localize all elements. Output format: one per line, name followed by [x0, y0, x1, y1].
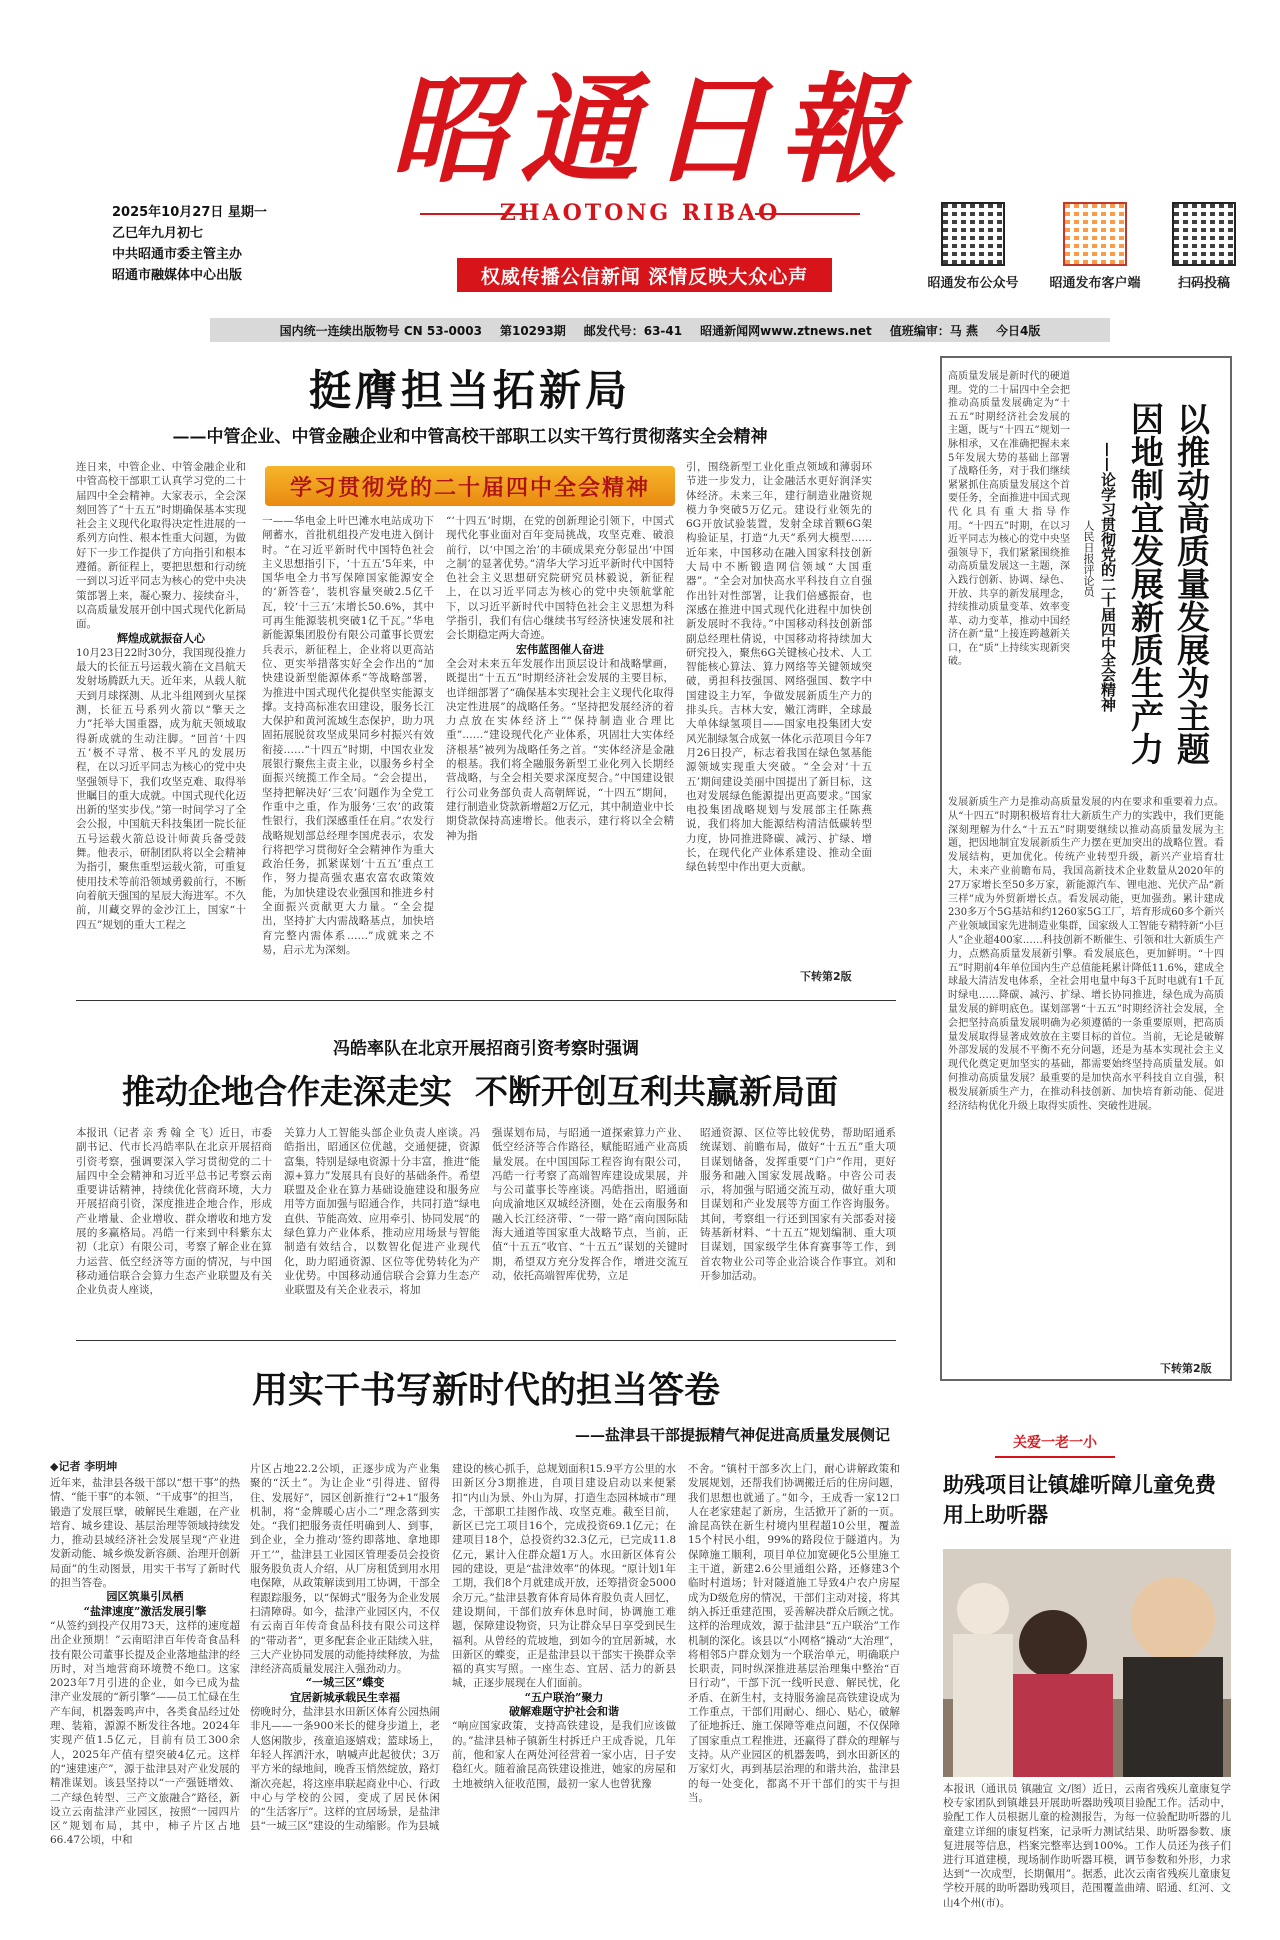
- article1-subhead: 辉煌成就振奋人心: [117, 631, 205, 645]
- info-editor: 值班编审：马 燕: [889, 323, 978, 338]
- feature-body: 本报讯（通讯员 镇融宣 文/图）近日，云南省残疾儿童康复学校专家团队到镇雄县开展助听器助残项目验配工作。活动中，验配工作人员根据儿童的检测报告，为每一位验配助听器的儿童建立详细的康复档案，记录听力测试结果、助听器参数、康复进展等信息，档案完整率达到100%。工作人员还为孩子们进行耳道建模，现场制作助听器耳模，调节参数和外形，力求达到“一次成型，长期佩用”。据悉，此次云南省残疾儿童康复学校开展的助听器助残项目，范围覆盖曲靖、昭通、红河、文山4个州(市)。: [943, 1783, 1231, 1909]
- article3-col4: 不舍。“镇村干部多次上门，耐心讲解政策和发展规划，还帮我们协调搬迁后的住房问题，我们思想也就通了。”如今，王成香一家12口人在老家建起了新房，生活掀开了新的一页。渝昆高铁在新生村境内里程超10公里，覆盖15个村民小组，99%的路段位于隧道内。为保障施工顺利，项目单位加宽硬化5公里施工主干道，新建2.6公里通组公路，还修建3个临时村道场；针对隧道施工导致4户农户房屋成为D级危房的情况，干部们主动对接，将其纳入拆迁重建范围，妥善解决群众后顾之忧。这样的治理成效，源于盐津县“五户联治”工作机制的深化。该县以“小网格”撬动“大治理”，将相邻5户群众划为一个联治单元，明确联户长职责，同时纵深推进基层治理集中整治“百日行动”，干部下沉一线听民意、解民忧，化矛盾、在新生村，支持服务渝昆高铁建设成为工作重点，干部们用耐心、细心、贴心，破解了征地拆迁、施工保障等难点问题，不仅保障了国家重点工程推进，还赢得了群众的理解与支持。从产业园区的机器轰鸣，到水田新区的万家灯火，再到基层治理的和谐共治，盐津县的每一处变化，都离不开干部们的实干与担当。: [688, 1463, 900, 1804]
- feature-title: 助残项目让镇雄听障儿童免费用上助听器: [943, 1472, 1216, 1527]
- article2-title: 推动企地合作走深走实 不断开创互利共赢新局面: [122, 1072, 838, 1111]
- qr-code-icon: [1063, 202, 1127, 266]
- article2-col1: 本报讯（记者 亲 秀 翰 全 飞）近日，市委副书记、代市长冯皓率队在北京开展招商引资考察，强调要深入学习贯彻党的二十届四中全会精神和习近平总书记考察云南重要讲话精神，持续优化营商环境，大力开展招商引资，深度推进企地合作，形成产业增量、企业增收、群众增收和地方发展的多赢格局。冯皓一行来到中科紫东太初（北京）有限公司，考察了解企业在算力运营、低空经济等方面的情况，与中国移动通信联合会算力生态产业联盟及有关企业负责人座谈，: [76, 1127, 272, 1297]
- commentary-col2: 发展新质生产力是推动高质量发展的内在要求和重要着力点。从“十四五”时期积极培育壮大新质生产力的实践中，我们更能深刻理解为什么“十五五”时期要继续以推动高质量发展为主题，把因地制宜发展新质生产力摆在更加突出的战略位置。看发展结构，更加优化。传统产业转型升级，新兴产业培育壮大，未来产业前瞻布局，我国高新技术企业数量从2020年的27万家增长至50多万家，新能源汽车、锂电池、光伏产品“新三样”成为外贸新增长点。看发展动能，更加强劲。累计建成230多万个5G基站和约1260家5G工厂，培育形成60多个新兴产业领域国家先进制造业集群，国家级人工智能专精特新“小巨人”企业超400家……科技创新不断催生、引领和壮大新质生产力，点燃高质量发展新引擎。看发展底色，更加鲜明。“十四五”时期前4年单位国内生产总值能耗累计降低11.6%，建成全球最大清洁发电体系，全社会用电量中每3千瓦时电就有1千瓦时绿电……降碳、减污、扩绿、增长协同推进，绿色成为高质量发展的鲜明底色。谋划部署“十五五”时期经济社会发展，全会把坚持高质量发展明确为必须遵循的一条重要原则，把高质量发展取得显著成效放在主要目标的首位。当前，无论是破解外部发展的发展不平衡不充分问题，还是为基本实现社会主义现代化奠定更加坚实的基础，都需要始终坚持高质量发展。如何推动高质量发展？最重要的是加快高水平科技自立自强，积极发展新质生产力，在推动科技创新、加快培育新动能、促进经济结构优化升级上取得实质性、突破性进展。: [948, 797, 1224, 1112]
- article2-col3: 强谋划布局，与昭通一道探索算力产业、低空经济等合作路径，赋能昭通产业高质量发展。在中国国际工程咨询有限公司，冯皓一行考察了高端智库建设成果展，并与公司董事长等座谈。冯皓指出，昭通面向成渝地区双城经济圈，处在云南服务和融入长江经济带、“一带一路”南向国际陆海大通道等国家重大战略节点，当前，正值“十五五”收官、“十五五”谋划的关键时期，希望双方充分发挥合作，增进交流互动，依托高端智库优势，立足: [492, 1127, 688, 1282]
- qr-label: 扫码投稿: [1177, 276, 1230, 291]
- qr-group: [925, 202, 1239, 291]
- divider: [76, 1340, 896, 1341]
- article2-kicker: 冯皓率队在北京开展招商引资考察时强调: [333, 1039, 639, 1059]
- article1-subhead: 宏伟蓝图催人奋进: [516, 642, 604, 656]
- feature-tag: 关爱一老一小: [995, 1428, 1115, 1458]
- article1-col4: 引，围绕新型工业化重点领域和薄弱环节进一步发力，让金融活水更好润泽实体经济。未来三年，建行制造业融资规模力争突破5万亿元。建设行业领先的6G开放试验装置，发射全球首颗6G架构验证星，打造“九天”系列大模型……近年来，中国移动在融入国家科技创新大局中不断锻造网信领域“大国重器”。“全会对加快高水平科技自立自强作出针对性部署，让我们倍感振奋，也深感在推进中国式现代化进程中加快创新发展时不我待。”中国移动科技创新部副总经理杜倩说，中国移动将持续加大研究投入，聚焦6G关键核心技术、人工智能核心算法、算力网络等关键领域突破，勇担科技强国、网络强国、数字中国建设主力军，争做发展新质生产力的排头兵。吉林大安，嫩江湾畔，全球最大单体绿氢项目——国家电投集团大安风光制绿氢合成氨一体化示范项目今年7月26日投产，标志着我国在绿色氢基能源领域实现重大突破。“全会对‘十五五’期间建设美丽中国提出了新目标，这也对发展绿色能源提出更高要求。”国家电投集团战略规划与发展部主任陈燕说，我们将加大能源结构清洁低碳转型力度，协同推进降碳、减污、扩绿、增长，在现代化产业体系建设、推动全面绿色转型中作出更大贡献。: [686, 461, 872, 874]
- sponsor: 中共昭通市委主管主办: [112, 247, 243, 262]
- commentary-byline: 人民日报评论员: [1082, 520, 1095, 597]
- article3-subhead: “一城三区”蝶变: [305, 1676, 385, 1690]
- article1-col3: [446, 514, 674, 980]
- article3-col3: [452, 1462, 676, 1934]
- qr-label: 昭通发布公众号: [927, 276, 1019, 291]
- article1-col1b-text: 10月23日22时30分，我国现役推力最大的长征五号运载火箭在文昌航天发射场腾跃九天。近年来，从载人航天到月球探测、从北斗组网到火星探测，长征五号系列火箭以“擎天之力”托举大国重器，成为航天领域取得新成就的生动注脚。“回首‘十四五’极不寻常、极不平凡的发展历程，在以习近平同志为核心的党中央坚强领导下，我们攻坚克难、取得举世瞩目的重大成就。中国式现代化迈出新的坚实步伐。”第一时间学习了全会公报，中国航天科技集团一院长征五号运载火箭总设计师黄兵备受鼓舞。他表示，研制团队将以全会精神为指引，聚焦重型运载火箭，可重复使用技术等前沿领域勇毅前行，不断向着航天强国的星辰大海进军。不久前，川藏交界的金沙江上，国家“十四五”规划的重大工程之: [76, 646, 246, 931]
- qr-client-app[interactable]: [1045, 202, 1145, 291]
- article3-col2-text: 片区占地22.2公顷，正逐步成为产业集聚的“沃土”。为让企业“引得进、留得住、发展好”，园区创新推行“2+1”服务机制，将“金牌暖心店小二”理念落到实处。“我们把服务责任明确到人、到事，到企业，全力推动‘签约即落地、拿地即开工’”，盐津县工业园区管理委员会投资服务股负责人介绍，从厂房租赁到用水用电保障，从政策解读到用工协调，干部全程跟踪服务，以“保姆式”服务为企业发展扫清障碍。如今，盐津产业园区内，不仅有云南百年传奇食品科技有限公司这样的“带动者”，更多配套企业正陆续入驻，三大产业协同发展的动能持续释放，为盐津经济高质量发展注入强劲动力。: [250, 1463, 440, 1676]
- lunar-date: 乙巳年九月初七: [112, 226, 204, 241]
- study-banner: 学习贯彻党的二十届四中全会精神: [265, 466, 675, 506]
- info-issue: 第10293期: [499, 323, 566, 338]
- publisher: 昭通市融媒体中心出版: [112, 268, 243, 283]
- divider: [76, 1000, 896, 1001]
- article3-subhead: “五户联治”聚力: [524, 1690, 604, 1704]
- masthead-slogan: 权威传播公信新闻 深情反映大众心声: [457, 258, 832, 292]
- info-cn: 国内统一连续出版物号 CN 53-0003: [279, 323, 482, 338]
- article3-subhead: 宜居新城承载民生幸福: [290, 1690, 400, 1704]
- qr-code-icon: [1172, 202, 1236, 266]
- article3-title: 用实干书写新时代的担当答卷: [251, 1369, 720, 1411]
- article1-col1-text: 连日来，中管企业、中管金融企业和中管高校干部职工认真学习党的二十届四中全会精神。大家表示，全会深刻回答了“十五五”时期确保基本实现社会主义现代化取得决定性进展的一系列方向性、根本性重大问题，为做好下一步工作提供了方向指引和根本遵循。新征程上，要把思想和行动统一到以习近平同志为核心的党中央决策部署上来，凝心聚力、接续奋斗，以高质量发展开创中国式现代化新局面。: [76, 461, 246, 631]
- article3-col3-text: 建设的核心抓手，总规划面积15.9平方公里的水田新区分3期推进，自项目建设启动以来便紧扣“内山为景、外山为屏，打造生态园林城市”理念，干部职工挂图作战、攻坚克难。截至目前，新区已完工项目16个，完成投资69.1亿元；在建项目18个，总投资约32.3亿元，已完成11.8亿元，累计入住群众超1万人。水田新区体育公园的建设，更是“盐津效率”的体现。“原计划1年工期，我们8个月就建成开放，还筹措资金5000余万元。”盐津县教育体育局体育股负责人回忆，建设期间，干部们放弃休息时间，协调施工难题，保障建设物资，只为让群众早日享受到民生福利。从曾经的荒坡地，到如今的宜居新城，水田新区的蝶变，正是盐津县以干部实干换群众幸福的真实写照。一座生态、宜居、活力的新县城，正逐步展现在人们面前。: [452, 1463, 676, 1690]
- issue-date: 2025年10月27日 星期一: [112, 205, 267, 220]
- article1-col2: 一——华电金上叶巴滩水电站成功下闸蓄水，首批机组投产发电进入倒计时。“在习近平新时代中国特色社会主义思想指引下，‘十五五’5年来，中国华电全力书写保障国家能源安全的‘新答卷’，装机容量突破2.5亿千瓦，较‘十三五’末增长50.6%，其中可再生能源装机突破1亿千瓦。”华电新能源集团股份有限公司董事长贾宏兵表示，新征程上，企业将以更高站位、更实举措落实好全会作出的“加快建设新型能源体系”等战略部署，为推进中国式现代化提供坚实能源支撑。支持高标准农田建设，服务长江大保护和黄河流域生态保护，助力巩固拓展脱贫攻坚成果同乡村振兴有效衔接……“十四五”时期，中国农业发展银行聚焦主责主业，以服务乡村全面振兴统揽工作全局。“会会提出，坚持把解决好‘三农’问题作为全党工作重中之重，作为服务‘三农’的政策性银行，我们深感重任在肩。”农发行战略规划部总经理李国虎表示，农发行将把学习贯彻好全会精神作为重大政治任务，抓紧谋划‘十五五’重点工作，努力提高强农惠农富农政策效能，为加快建设农业强国和推进乡村全面振兴贡献更大力量。“全会提出，坚持扩大内需战略基点，加快培育完整内需体系……”成就来之不易，启示尤为深刻。: [262, 515, 434, 956]
- article2-col2: 关算力人工智能头部企业负责人座谈。冯皓指出，昭通区位优越，交通便捷，资源富集，特别是绿电资源十分丰富，推进“能源+算力”发展具有良好的基础条件。希望联盟及企业在算力基础设施建设和服务应用等方面加强与昭通合作，共同打造“绿电直供、节能高效、应用牵引、协同发展”的绿色算力产业体系，推动应用场景与智能制造有效结合，以数智化促进产业现代化，助力昭通资源、区位等优势转化为产业优势。中国移动通信联合会算力生态产业联盟及有关企业表示，将加: [284, 1127, 480, 1297]
- article1-col3-text: “‘十四五’时期，在党的创新理论引领下，中国式现代化事业面对百年变局挑战，攻坚克难、破浪前行，以‘中国之治’的丰硕成果充分彰显出‘中国之制’的显著优势。”清华大学习近平新时代中国特色社会主义思想研究院研究员林毅说，新征程上，在以习近平同志为核心的党中央领航掌舵下，以习近平新时代中国特色社会主义思想为科学指引，我们有信心继续书写经济快速发展和社会长期稳定两大奇迹。: [446, 515, 674, 642]
- article3-subhead: 破解难题守护社会和谐: [509, 1705, 619, 1719]
- article3-col2b-text: 傍晚时分，盐津县水田新区体育公园热闹非凡——一条900米长的健身步道上，老人悠闲散步，孩童追逐嬉戏；篮球场上，年轻人挥洒汗水，呐喊声此起彼伏；3万平方米的绿地间，晚香玉悄然绽放，路灯渐次亮起，将这座串联起商业中心、行政中心与学校的公园，变成了居民休闲的“生活客厅”。这样的宜居场景，是盐津县“一城三区”建设的生动缩影。作为县城: [250, 1706, 440, 1833]
- article3-col1-text: 近年来，盐津县各级干部以“想干事”的热情、“能干事”的本领、“干成事”的担当，锻造了发展巨擘，破解民生难题，在产业培育、城乡建设、基层治理等领域持续发力，推动县域经济社会发展呈现“产业进发新动能、城乡焕发新容颜、治理开创新局面”的生动图景，用实干书写了新时代的担当答卷。: [50, 1477, 240, 1590]
- qr-label: 昭通发布客户端: [1049, 276, 1141, 291]
- masthead-title: 昭通日報: [390, 60, 911, 199]
- article1-col1: [76, 460, 246, 980]
- masthead-pinyin: ZHAOTONG RIBAO: [499, 200, 781, 226]
- commentary-subtitle: ——论学习贯彻党的二十届四中全会精神: [1099, 442, 1117, 712]
- article1-subtitle: ——中管企业、中管金融企业和中管高校干部职工以实干笃行贯彻落实全会精神: [172, 427, 768, 447]
- hearing-aid-photo-icon: [943, 1549, 1231, 1777]
- article1-jump[interactable]: 下转第2版: [800, 970, 852, 983]
- feature-photo: [943, 1549, 1231, 1777]
- article3-subhead: “盐津速度”激活发展引擎: [83, 1604, 207, 1618]
- article3-col1b-text: “从签约到投产仅用73天，这样的速度超出企业预期！”云南昭津百年传奇食品科技有限公司董事长提及企业落地盐津的经历时，对当地营商环境赞不绝口。这家2023年7月引进的企业，如今已成为盐津产业发展的“新引擎”——员工忙碌在生产车间，机器轰鸣声中，各类食品经过处理、装箱，源源不断发往各地。2024年实现产值1.5亿元，目前有员工300余人，2025年产值有望突破4亿元。这样的“速建速产”，源于盐津县对产业发展的精准谋划。该县坚持以“一产强链增效、二产绿色转型、三产文旅融合”路径，新设立云南盐津产业园区，按照“一园四片区”规划布局，其中，柿子片区占地66.47公顷，中和: [50, 1619, 240, 1847]
- publication-info-bar: [210, 318, 1110, 342]
- article3-byline: ◆记者 李明坤: [50, 1460, 118, 1473]
- article3-subtitle: ——盐津县干部提振精气神促进高质量发展侧记: [574, 1426, 890, 1444]
- date-block: [112, 202, 267, 286]
- qr-code-icon: [941, 202, 1005, 266]
- commentary-jump[interactable]: 下转第2版: [1160, 1362, 1212, 1375]
- article2-col4: 昭通资源、区位等比较优势，帮助昭通系统谋划、前瞻布局，做好“十五五”重大项目谋划储备，发挥重要“门户”作用，更好服务和融入国家发展战略。中咨公司表示，将加强与昭通交流互动，做好重大项目谋划和产业发展等方面工作咨询服务。其间，考察组一行还到国家有关部委对接铸基新材料、“十五五”规划编制、重大项目谋划，国家级学生体育赛事等工作，到首农物业公司等企业洽谈合作事宜。刘和开参加活动。: [700, 1127, 896, 1282]
- commentary-title-line1: 以推动高质量发展为主题: [1172, 402, 1211, 765]
- commentary-title-line2: 因地制宜发展新质生产力: [1126, 402, 1165, 765]
- info-website: 昭通新闻网www.ztnews.net: [700, 323, 872, 338]
- article3-col2: [250, 1462, 440, 1934]
- commentary-col1: 高质量发展是新时代的硬道理。党的二十届四中全会把推动高质量发展确定为“十五五”时期经济社会发展的主题，既与“十四五”规划一脉相承，又在准确把握未来5年发展大势的基础上部署了战略任务，对于我们继续紧紧抓住高质量发展这个首要任务，全面推进中国式现代化具有重大指导作用。“十四五”时期，在以习近平同志为核心的党中央坚强领导下，我们紧紧围绕推动高质量发展这一主题，深入践行创新、协调、绿色、开放、共享的新发展理念，持续推动质量变革、效率变革、动力变革，推动中国经济在新“量”上接连跨越新关口，在“质”上持续实现新突破。: [948, 371, 1070, 668]
- info-postal: 邮发代号：63-41: [583, 323, 683, 338]
- qr-official-account[interactable]: [925, 202, 1021, 291]
- qr-submit[interactable]: [1169, 202, 1239, 291]
- info-pages: 今日4版: [995, 323, 1041, 338]
- article1-title: 挺膺担当拓新局: [308, 366, 631, 415]
- article3-col1: [50, 1476, 240, 1934]
- article1-col3b-text: 全会对未来五年发展作出顶层设计和战略擘画，既提出“十五五”时期经济社会发展的主要目标，也详细部署了“确保基本实现社会主义现代化取得决定性进展”的战略任务。“坚持把发展经济的着力点放在实体经济上”“保持制造业合理比重”……“建设现代化产业体系，巩固壮大实体经济根基”被列为战略任务之首。“实体经济是金融的根基。我们将全融服务新型工业化列入长期经营战略，与全会相关要求深度契合。”中国建设银行公司业务部负责人高朝辉说，“十四五”期间，建行制造业贷款新增超2万亿元，其中制造业中长期贷款保持高速增长。他表示，建行将以全会精神为指: [446, 657, 674, 842]
- article3-col3b-text: “响应国家政策，支持高铁建设，是我们应该做的。”盐津县柿子镇新生村拆迁户王成香说，几年前，他和家人在两处河径营着一家小店，日子安稳红火。随着渝昆高铁建设推进，她家的房屋和土地被纳入征收范围，最初一家人也曾犹豫: [452, 1720, 676, 1790]
- article3-subhead: 园区筑巢引凤栖: [106, 1590, 184, 1604]
